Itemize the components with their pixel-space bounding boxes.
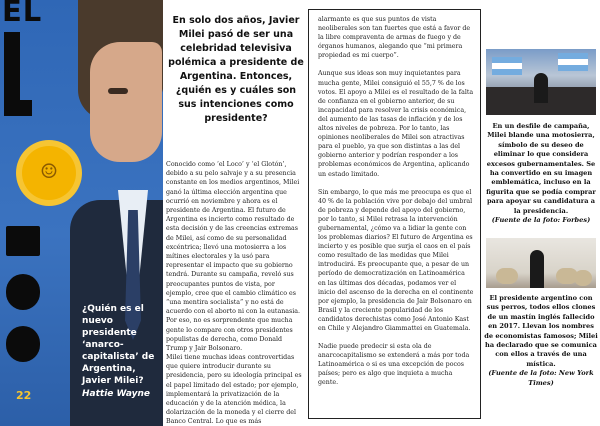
photo-caption (484, 294, 598, 388)
article-column-1 (163, 0, 305, 426)
portrait-face (90, 42, 162, 162)
person-silhouette (530, 250, 544, 288)
dog-silhouette (574, 270, 592, 286)
photo-caption (484, 122, 598, 225)
article-column-2 (318, 15, 474, 397)
sun-face-icon: ☺ (40, 159, 58, 183)
letter-block (6, 274, 40, 310)
cover-panel (0, 0, 163, 426)
title-letter-l-foot (4, 100, 32, 116)
article-paragraph: Sin embargo, lo que más me preocupa es que el 40 % de la población vive por debajo del umbral de pobreza y depende del apoyo del gobierno, por lo tanto, si Milei retrasa la intervención gubernamental, ¿cómo va a lidiar la gente con los problemas diarios? El futuro de Argentina es incierto y es posible que surja el caos en el país como resultado de las medidas que Milei introducirá. Es preocupante que, a pesar de un período de democratización en Latinoamérica en las últimas dos décadas, podamos ver el inicio del ascenso de la derecha en el continente por ejemplo, la presidencia de Jair Bolsonaro en Brasil y la creciente popularidad de los candidatos derechistas como José Antonio Kast en Chile y Alejandro Giammattei en Guatemala. (318, 188, 474, 332)
letter-block (6, 326, 40, 362)
cover-author: Hattie Wayne (82, 389, 151, 399)
letter-block (6, 226, 40, 256)
article-paragraph: alarmante es que sus puntos de vista neoliberales son tan fuertes que está a favor de la libre compraventa de armas de fuego y de órganos humanos, alegando que “mi primera propiedad es mi cuerpo”. (318, 16, 471, 60)
person-silhouette (534, 73, 548, 103)
cover-question: ¿Quién es el nuevo presidente ‘anarco-capitalista’ de Argentina, Javier Milei? (82, 304, 155, 386)
page-number: 22 (16, 389, 32, 402)
article-paragraph: Nadie puede predecir si esta ola de anarcocapitalismo se extenderá a más por toda Latinoamérica o si es una excepción de pocos países; pero es algo que inquieta a mucha gente. (318, 343, 470, 387)
article-paragraph: Milei tiene muchas ideas controvertidas que quiere introducir durante su presidencia, pero su ideología principal es el papel limitado del estado; por ejemplo, implementará la privatización de la educación y de la atención médica, la dolarización de la moneda y el cierre del Banco Central. Lo que es más (166, 354, 302, 426)
portrait-eye (108, 88, 128, 94)
caption-text: En un desfile de campaña, Milei blande una motosierra, símbolo de su deseo de eliminar lo que considera excesos gubernamentales. Se ha convertido en su imagen emblemática, incluso en la figurita que se podía comprar para apoyar su candidatura a la presidencia. (486, 122, 596, 215)
photo-credit: (Fuente de la foto: New York Times) (488, 369, 594, 387)
sidebar-column (481, 0, 600, 426)
campaign-parade-photo (486, 49, 596, 115)
photo-credit: (Fuente de la foto: Forbes) (491, 216, 591, 225)
cover-caption (82, 303, 162, 400)
caption-text: El presidente argentino con sus perros, todos ellos clones de un mastín inglés fallecido en 2017. Llevan los nombres de economistas famosos; Milei ha declarado que se comunica con ellos a través de una mística. (484, 294, 598, 368)
article-paragraph: Conocido como ‘el Loco’ y ‘el Glotón’, debido a su pelo salvaje y a su presencia constante en los medios argentinos, Milei ganó la última elección argentina que ocurrió en noviembre y ahora es el presidente de Argentina. El futuro de Argentina es incierto como resultado de esta decisión y de las creencias extremas de Milei, así como de su personalidad excéntrica; llevó una motosierra a los mítines electorales y la usó para representar el impacto que su gobierno tendrá. Durante su campaña, reveló sus preocupantes puntos de vista, por ejemplo, cree que el cambio climático es “una mentira socialista” y no está de acuerdo con el aborto ni con la eutanasia. Por eso, no es sorprendente que mucha gente lo compare con otros presidentes populistas de derecha, como Donald Trump y Jair Bolsonaro. (166, 161, 301, 353)
article-paragraph: Aunque sus ideas son muy inquietantes para mucha gente, Milei consiguió el 55,7 % de los votos. El apoyo a Milei es el resultado de la falta de confianza en el gobierno anterior, de su incapacidad para resolver la crisis económica, del aumento de las tasas de inflación y de los altos niveles de pobreza. Por lo tanto, las opiniones neoliberales de Milei son atractivas para el pueblo, ya que son distintas a las del gobierno anterior y podrían responder a los problemas económicos de Argentina, aplicando un estado limitado. (318, 70, 474, 178)
dogs-photo (486, 238, 596, 288)
article-intro: En solo dos años, Javier Milei pasó de ser una celebridad televisiva polémica a presidente de Argentina. Entonces, ¿quién es y cuáles son sus intenciones como presidente? (168, 15, 304, 124)
sun-of-may-icon (22, 146, 76, 200)
argentina-flag-icon (492, 57, 522, 75)
argentina-flag-icon (558, 53, 588, 71)
cover-title: EL (2, 0, 43, 28)
dog-silhouette (496, 268, 518, 284)
